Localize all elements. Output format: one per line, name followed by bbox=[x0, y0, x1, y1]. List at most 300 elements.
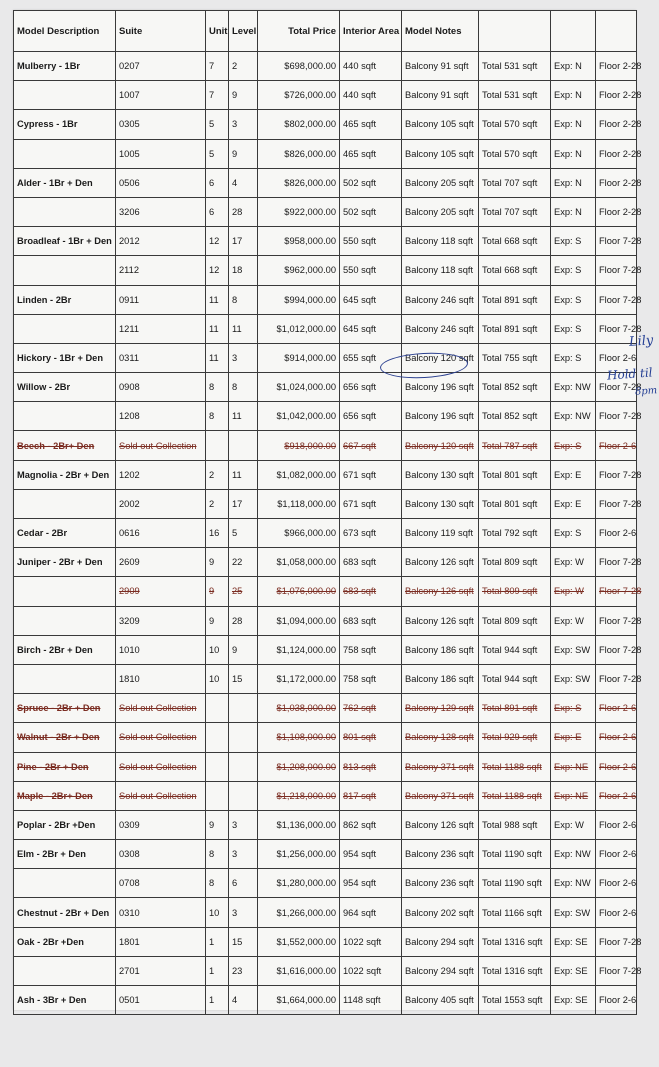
price-cell: $1,082,000.00 bbox=[258, 460, 340, 489]
price-cell: $1,664,000.00 bbox=[258, 986, 340, 1015]
level-cell: 17 bbox=[229, 489, 258, 518]
exposure-cell: Exp: S bbox=[551, 694, 596, 723]
level-cell bbox=[229, 694, 258, 723]
total-area-cell: Total 1190 sqft bbox=[479, 869, 551, 898]
total-area-cell: Total 570 sqft bbox=[479, 110, 551, 139]
floor-range-cell: Floor 7-28 bbox=[596, 373, 637, 402]
floor-range-cell: Floor 7-28 bbox=[596, 227, 637, 256]
balcony-cell: Balcony 120 sqft bbox=[402, 343, 479, 372]
unit-cell: 8 bbox=[206, 402, 229, 431]
exposure-cell: Exp: NW bbox=[551, 373, 596, 402]
price-cell: $726,000.00 bbox=[258, 81, 340, 110]
table-row bbox=[14, 431, 637, 460]
price-cell: $914,000.00 bbox=[258, 343, 340, 372]
area-cell: 667 sqft bbox=[340, 431, 402, 460]
total-area-cell: Total 668 sqft bbox=[479, 256, 551, 285]
unit-cell bbox=[206, 752, 229, 781]
exposure-cell: Exp: S bbox=[551, 431, 596, 460]
balcony-cell: Balcony 118 sqft bbox=[402, 227, 479, 256]
table-row bbox=[14, 373, 637, 402]
area-cell: 645 sqft bbox=[340, 285, 402, 314]
level-cell: 5 bbox=[229, 519, 258, 548]
model-cell: Beech - 2Br+ Den bbox=[14, 431, 116, 460]
area-cell: 656 sqft bbox=[340, 402, 402, 431]
floor-range-cell: Floor 7-28 bbox=[596, 402, 637, 431]
model-cell bbox=[14, 197, 116, 226]
floor-range-cell: Floor 7-28 bbox=[596, 956, 637, 985]
model-cell: Poplar - 2Br +Den bbox=[14, 810, 116, 839]
level-cell: 3 bbox=[229, 810, 258, 839]
suite-cell: 1007 bbox=[116, 81, 206, 110]
suite-cell: 2012 bbox=[116, 227, 206, 256]
table-row bbox=[14, 256, 637, 285]
model-cell bbox=[14, 314, 116, 343]
floor-range-cell: Floor 2-6 bbox=[596, 519, 637, 548]
exposure-cell: Exp: N bbox=[551, 52, 596, 81]
exposure-cell: Exp: W bbox=[551, 810, 596, 839]
total-area-cell: Total 809 sqft bbox=[479, 577, 551, 606]
suite-cell: 1010 bbox=[116, 635, 206, 664]
area-cell: 656 sqft bbox=[340, 373, 402, 402]
level-cell bbox=[229, 752, 258, 781]
model-cell bbox=[14, 402, 116, 431]
area-cell: 550 sqft bbox=[340, 256, 402, 285]
level-cell: 4 bbox=[229, 986, 258, 1015]
unit-cell: 8 bbox=[206, 869, 229, 898]
price-cell: $1,280,000.00 bbox=[258, 869, 340, 898]
model-cell: Magnolia - 2Br + Den bbox=[14, 460, 116, 489]
level-cell: 9 bbox=[229, 635, 258, 664]
area-cell: 655 sqft bbox=[340, 343, 402, 372]
price-cell: $918,000.00 bbox=[258, 431, 340, 460]
table-row bbox=[14, 343, 637, 372]
table-row bbox=[14, 139, 637, 168]
level-cell: 3 bbox=[229, 898, 258, 927]
area-cell: 954 sqft bbox=[340, 869, 402, 898]
unit-cell: 9 bbox=[206, 606, 229, 635]
balcony-cell: Balcony 294 sqft bbox=[402, 956, 479, 985]
exposure-cell: Exp: E bbox=[551, 723, 596, 752]
floor-range-cell: Floor 2-28 bbox=[596, 110, 637, 139]
total-area-cell: Total 891 sqft bbox=[479, 314, 551, 343]
total-area-cell: Total 801 sqft bbox=[479, 489, 551, 518]
level-cell: 6 bbox=[229, 869, 258, 898]
column-header: Unit bbox=[206, 11, 229, 52]
level-cell: 3 bbox=[229, 343, 258, 372]
price-cell: $826,000.00 bbox=[258, 139, 340, 168]
exposure-cell: Exp: SE bbox=[551, 956, 596, 985]
exposure-cell: Exp: W bbox=[551, 577, 596, 606]
model-cell bbox=[14, 489, 116, 518]
total-area-cell: Total 988 sqft bbox=[479, 810, 551, 839]
suite-cell: 0207 bbox=[116, 52, 206, 81]
balcony-cell: Balcony 119 sqft bbox=[402, 519, 479, 548]
floor-range-cell: Floor 2-28 bbox=[596, 139, 637, 168]
floor-range-cell: Floor 2-6 bbox=[596, 840, 637, 869]
floor-range-cell: Floor 2-6 bbox=[596, 898, 637, 927]
model-cell: Cypress - 1Br bbox=[14, 110, 116, 139]
suite-cell: 0308 bbox=[116, 840, 206, 869]
price-cell: $922,000.00 bbox=[258, 197, 340, 226]
exposure-cell: Exp: E bbox=[551, 460, 596, 489]
unit-cell: 10 bbox=[206, 898, 229, 927]
unit-cell: 7 bbox=[206, 52, 229, 81]
exposure-cell: Exp: SW bbox=[551, 635, 596, 664]
price-list-sheet bbox=[13, 10, 658, 1010]
model-cell bbox=[14, 606, 116, 635]
level-cell: 15 bbox=[229, 927, 258, 956]
area-cell: 1148 sqft bbox=[340, 986, 402, 1015]
exposure-cell: Exp: N bbox=[551, 197, 596, 226]
balcony-cell: Balcony 126 sqft bbox=[402, 577, 479, 606]
price-cell: $1,172,000.00 bbox=[258, 664, 340, 693]
unit-cell: 12 bbox=[206, 227, 229, 256]
total-area-cell: Total 944 sqft bbox=[479, 664, 551, 693]
price-cell: $1,042,000.00 bbox=[258, 402, 340, 431]
floor-range-cell: Floor 7-28 bbox=[596, 664, 637, 693]
model-cell: Maple - 2Br+ Den bbox=[14, 781, 116, 810]
price-cell: $1,108,000.00 bbox=[258, 723, 340, 752]
unit-cell: 2 bbox=[206, 489, 229, 518]
area-cell: 758 sqft bbox=[340, 635, 402, 664]
unit-cell bbox=[206, 431, 229, 460]
level-cell bbox=[229, 431, 258, 460]
floor-range-cell: Floor 7-28 bbox=[596, 577, 637, 606]
suite-cell: 0305 bbox=[116, 110, 206, 139]
area-cell: 673 sqft bbox=[340, 519, 402, 548]
suite-cell: 0309 bbox=[116, 810, 206, 839]
total-area-cell: Total 787 sqft bbox=[479, 431, 551, 460]
area-cell: 817 sqft bbox=[340, 781, 402, 810]
table-row bbox=[14, 402, 637, 431]
handwritten-note-line-1: Lily bbox=[628, 333, 654, 350]
floor-range-cell: Floor 2-6 bbox=[596, 694, 637, 723]
suite-cell: 1211 bbox=[116, 314, 206, 343]
floor-range-cell: Floor 2-6 bbox=[596, 723, 637, 752]
table-row bbox=[14, 577, 637, 606]
suite-cell: 1202 bbox=[116, 460, 206, 489]
table-row bbox=[14, 81, 637, 110]
price-cell: $1,218,000.00 bbox=[258, 781, 340, 810]
exposure-cell: Exp: NW bbox=[551, 402, 596, 431]
level-cell: 28 bbox=[229, 197, 258, 226]
price-cell: $962,000.00 bbox=[258, 256, 340, 285]
level-cell: 9 bbox=[229, 139, 258, 168]
unit-cell: 9 bbox=[206, 810, 229, 839]
level-cell: 3 bbox=[229, 840, 258, 869]
price-cell: $1,266,000.00 bbox=[258, 898, 340, 927]
handwritten-note-line-3: 8pm bbox=[634, 385, 658, 398]
exposure-cell: Exp: W bbox=[551, 606, 596, 635]
floor-range-cell: Floor 2-28 bbox=[596, 52, 637, 81]
model-cell: Hickory - 1Br + Den bbox=[14, 343, 116, 372]
price-cell: $1,118,000.00 bbox=[258, 489, 340, 518]
balcony-cell: Balcony 105 sqft bbox=[402, 139, 479, 168]
balcony-cell: Balcony 186 sqft bbox=[402, 664, 479, 693]
level-cell: 28 bbox=[229, 606, 258, 635]
suite-cell: 3206 bbox=[116, 197, 206, 226]
exposure-cell: Exp: S bbox=[551, 519, 596, 548]
total-area-cell: Total 792 sqft bbox=[479, 519, 551, 548]
exposure-cell: Exp: SW bbox=[551, 664, 596, 693]
price-cell: $994,000.00 bbox=[258, 285, 340, 314]
table-row bbox=[14, 285, 637, 314]
table-row bbox=[14, 694, 637, 723]
area-cell: 440 sqft bbox=[340, 81, 402, 110]
area-cell: 465 sqft bbox=[340, 139, 402, 168]
level-cell: 8 bbox=[229, 373, 258, 402]
area-cell: 683 sqft bbox=[340, 606, 402, 635]
unit-cell bbox=[206, 694, 229, 723]
balcony-cell: Balcony 126 sqft bbox=[402, 606, 479, 635]
total-area-cell: Total 755 sqft bbox=[479, 343, 551, 372]
balcony-cell: Balcony 126 sqft bbox=[402, 548, 479, 577]
area-cell: 550 sqft bbox=[340, 227, 402, 256]
exposure-cell: Exp: E bbox=[551, 489, 596, 518]
model-cell bbox=[14, 869, 116, 898]
model-cell: Walnut - 2Br + Den bbox=[14, 723, 116, 752]
suite-cell: 0311 bbox=[116, 343, 206, 372]
balcony-cell: Balcony 236 sqft bbox=[402, 840, 479, 869]
total-area-cell: Total 891 sqft bbox=[479, 285, 551, 314]
balcony-cell: Balcony 205 sqft bbox=[402, 168, 479, 197]
exposure-cell: Exp: S bbox=[551, 227, 596, 256]
suite-cell: Sold out Collection bbox=[116, 431, 206, 460]
area-cell: 954 sqft bbox=[340, 840, 402, 869]
total-area-cell: Total 1316 sqft bbox=[479, 956, 551, 985]
model-cell: Linden - 2Br bbox=[14, 285, 116, 314]
total-area-cell: Total 1188 sqft bbox=[479, 781, 551, 810]
balcony-cell: Balcony 91 sqft bbox=[402, 81, 479, 110]
area-cell: 813 sqft bbox=[340, 752, 402, 781]
area-cell: 1022 sqft bbox=[340, 927, 402, 956]
table-row bbox=[14, 723, 637, 752]
area-cell: 862 sqft bbox=[340, 810, 402, 839]
total-area-cell: Total 707 sqft bbox=[479, 197, 551, 226]
table-row bbox=[14, 840, 637, 869]
suite-cell: 0501 bbox=[116, 986, 206, 1015]
price-cell: $1,124,000.00 bbox=[258, 635, 340, 664]
model-cell: Alder - 1Br + Den bbox=[14, 168, 116, 197]
exposure-cell: Exp: NE bbox=[551, 781, 596, 810]
model-cell: Willow - 2Br bbox=[14, 373, 116, 402]
level-cell: 2 bbox=[229, 52, 258, 81]
column-header: Total Price bbox=[258, 11, 340, 52]
level-cell: 23 bbox=[229, 956, 258, 985]
floor-range-cell: Floor 7-28 bbox=[596, 314, 637, 343]
suite-cell: 2112 bbox=[116, 256, 206, 285]
header-row bbox=[14, 11, 637, 52]
column-header: Suite bbox=[116, 11, 206, 52]
balcony-cell: Balcony 130 sqft bbox=[402, 460, 479, 489]
suite-cell: 1810 bbox=[116, 664, 206, 693]
floor-range-cell: Floor 2-6 bbox=[596, 752, 637, 781]
floor-range-cell: Floor 2-28 bbox=[596, 81, 637, 110]
table-row bbox=[14, 752, 637, 781]
level-cell: 17 bbox=[229, 227, 258, 256]
suite-cell: 2002 bbox=[116, 489, 206, 518]
suite-cell: 2609 bbox=[116, 548, 206, 577]
area-cell: 465 sqft bbox=[340, 110, 402, 139]
total-area-cell: Total 531 sqft bbox=[479, 81, 551, 110]
unit-cell: 11 bbox=[206, 343, 229, 372]
price-cell: $1,552,000.00 bbox=[258, 927, 340, 956]
floor-range-cell: Floor 2-6 bbox=[596, 986, 637, 1015]
total-area-cell: Total 531 sqft bbox=[479, 52, 551, 81]
balcony-cell: Balcony 91 sqft bbox=[402, 52, 479, 81]
exposure-cell: Exp: W bbox=[551, 548, 596, 577]
level-cell: 25 bbox=[229, 577, 258, 606]
unit-cell: 10 bbox=[206, 635, 229, 664]
handwritten-note-line-2: Hold til bbox=[606, 365, 653, 383]
price-cell: $966,000.00 bbox=[258, 519, 340, 548]
price-cell: $1,038,000.00 bbox=[258, 694, 340, 723]
level-cell bbox=[229, 781, 258, 810]
total-area-cell: Total 668 sqft bbox=[479, 227, 551, 256]
column-header: Model Description bbox=[14, 11, 116, 52]
unit-cell: 11 bbox=[206, 314, 229, 343]
price-cell: $1,012,000.00 bbox=[258, 314, 340, 343]
unit-cell: 6 bbox=[206, 197, 229, 226]
suite-cell: Sold out Collection bbox=[116, 781, 206, 810]
balcony-cell: Balcony 205 sqft bbox=[402, 197, 479, 226]
price-cell: $1,076,000.00 bbox=[258, 577, 340, 606]
floor-range-cell: Floor 2-6 bbox=[596, 343, 637, 372]
table-row bbox=[14, 227, 637, 256]
model-cell: Spruce - 2Br + Den bbox=[14, 694, 116, 723]
exposure-cell: Exp: NE bbox=[551, 752, 596, 781]
balcony-cell: Balcony 126 sqft bbox=[402, 810, 479, 839]
table-row bbox=[14, 664, 637, 693]
total-area-cell: Total 852 sqft bbox=[479, 373, 551, 402]
level-cell: 4 bbox=[229, 168, 258, 197]
total-area-cell: Total 1316 sqft bbox=[479, 927, 551, 956]
exposure-cell: Exp: S bbox=[551, 285, 596, 314]
balcony-cell: Balcony 130 sqft bbox=[402, 489, 479, 518]
column-header bbox=[551, 11, 596, 52]
model-cell: Juniper - 2Br + Den bbox=[14, 548, 116, 577]
table-row bbox=[14, 956, 637, 985]
floor-range-cell: Floor 2-6 bbox=[596, 781, 637, 810]
unit-cell: 5 bbox=[206, 110, 229, 139]
balcony-cell: Balcony 202 sqft bbox=[402, 898, 479, 927]
table-row bbox=[14, 606, 637, 635]
table-row bbox=[14, 986, 637, 1015]
table-row bbox=[14, 110, 637, 139]
level-cell: 11 bbox=[229, 460, 258, 489]
total-area-cell: Total 1188 sqft bbox=[479, 752, 551, 781]
area-cell: 645 sqft bbox=[340, 314, 402, 343]
suite-cell: 0708 bbox=[116, 869, 206, 898]
area-cell: 762 sqft bbox=[340, 694, 402, 723]
price-cell: $802,000.00 bbox=[258, 110, 340, 139]
level-cell bbox=[229, 723, 258, 752]
table-row bbox=[14, 314, 637, 343]
suite-cell: 0908 bbox=[116, 373, 206, 402]
exposure-cell: Exp: N bbox=[551, 110, 596, 139]
total-area-cell: Total 944 sqft bbox=[479, 635, 551, 664]
floor-range-cell: Floor 7-28 bbox=[596, 256, 637, 285]
suite-cell: 0310 bbox=[116, 898, 206, 927]
balcony-cell: Balcony 186 sqft bbox=[402, 635, 479, 664]
exposure-cell: Exp: S bbox=[551, 343, 596, 372]
area-cell: 671 sqft bbox=[340, 460, 402, 489]
exposure-cell: Exp: SE bbox=[551, 986, 596, 1015]
floor-range-cell: Floor 7-28 bbox=[596, 635, 637, 664]
table-row bbox=[14, 489, 637, 518]
price-cell: $958,000.00 bbox=[258, 227, 340, 256]
area-cell: 683 sqft bbox=[340, 577, 402, 606]
total-area-cell: Total 1553 sqft bbox=[479, 986, 551, 1015]
unit-cell: 12 bbox=[206, 256, 229, 285]
table-row bbox=[14, 197, 637, 226]
balcony-cell: Balcony 105 sqft bbox=[402, 110, 479, 139]
unit-cell: 7 bbox=[206, 81, 229, 110]
unit-cell: 1 bbox=[206, 956, 229, 985]
unit-cell: 10 bbox=[206, 664, 229, 693]
floor-range-cell: Floor 7-28 bbox=[596, 927, 637, 956]
exposure-cell: Exp: S bbox=[551, 314, 596, 343]
model-cell: Broadleaf - 1Br + Den bbox=[14, 227, 116, 256]
exposure-cell: Exp: N bbox=[551, 139, 596, 168]
level-cell: 3 bbox=[229, 110, 258, 139]
price-cell: $826,000.00 bbox=[258, 168, 340, 197]
level-cell: 8 bbox=[229, 285, 258, 314]
unit-cell bbox=[206, 781, 229, 810]
price-cell: $1,208,000.00 bbox=[258, 752, 340, 781]
price-cell: $1,024,000.00 bbox=[258, 373, 340, 402]
column-header: Interior Area bbox=[340, 11, 402, 52]
unit-cell: 2 bbox=[206, 460, 229, 489]
unit-cell: 1 bbox=[206, 986, 229, 1015]
total-area-cell: Total 891 sqft bbox=[479, 694, 551, 723]
exposure-cell: Exp: S bbox=[551, 256, 596, 285]
unit-cell: 9 bbox=[206, 548, 229, 577]
unit-cell: 9 bbox=[206, 577, 229, 606]
suite-cell: 0616 bbox=[116, 519, 206, 548]
floor-range-cell: Floor 7-28 bbox=[596, 460, 637, 489]
floor-range-cell: Floor 2-28 bbox=[596, 168, 637, 197]
floor-range-cell: Floor 2-6 bbox=[596, 431, 637, 460]
unit-cell: 6 bbox=[206, 168, 229, 197]
exposure-cell: Exp: SW bbox=[551, 898, 596, 927]
balcony-cell: Balcony 246 sqft bbox=[402, 285, 479, 314]
total-area-cell: Total 809 sqft bbox=[479, 606, 551, 635]
floor-range-cell: Floor 7-28 bbox=[596, 548, 637, 577]
balcony-cell: Balcony 196 sqft bbox=[402, 402, 479, 431]
model-cell: Mulberry - 1Br bbox=[14, 52, 116, 81]
model-cell bbox=[14, 139, 116, 168]
balcony-cell: Balcony 128 sqft bbox=[402, 723, 479, 752]
exposure-cell: Exp: NW bbox=[551, 869, 596, 898]
model-cell: Elm - 2Br + Den bbox=[14, 840, 116, 869]
total-area-cell: Total 852 sqft bbox=[479, 402, 551, 431]
model-cell: Oak - 2Br +Den bbox=[14, 927, 116, 956]
floor-range-cell: Floor 7-28 bbox=[596, 285, 637, 314]
model-cell: Pine - 2Br + Den bbox=[14, 752, 116, 781]
exposure-cell: Exp: NW bbox=[551, 840, 596, 869]
unit-cell: 8 bbox=[206, 840, 229, 869]
suite-cell: 0506 bbox=[116, 168, 206, 197]
model-cell bbox=[14, 81, 116, 110]
unit-cell bbox=[206, 723, 229, 752]
table-row bbox=[14, 869, 637, 898]
column-header bbox=[596, 11, 637, 52]
balcony-cell: Balcony 405 sqft bbox=[402, 986, 479, 1015]
total-area-cell: Total 809 sqft bbox=[479, 548, 551, 577]
suite-cell: 2909 bbox=[116, 577, 206, 606]
floor-range-cell: Floor 2-28 bbox=[596, 197, 637, 226]
